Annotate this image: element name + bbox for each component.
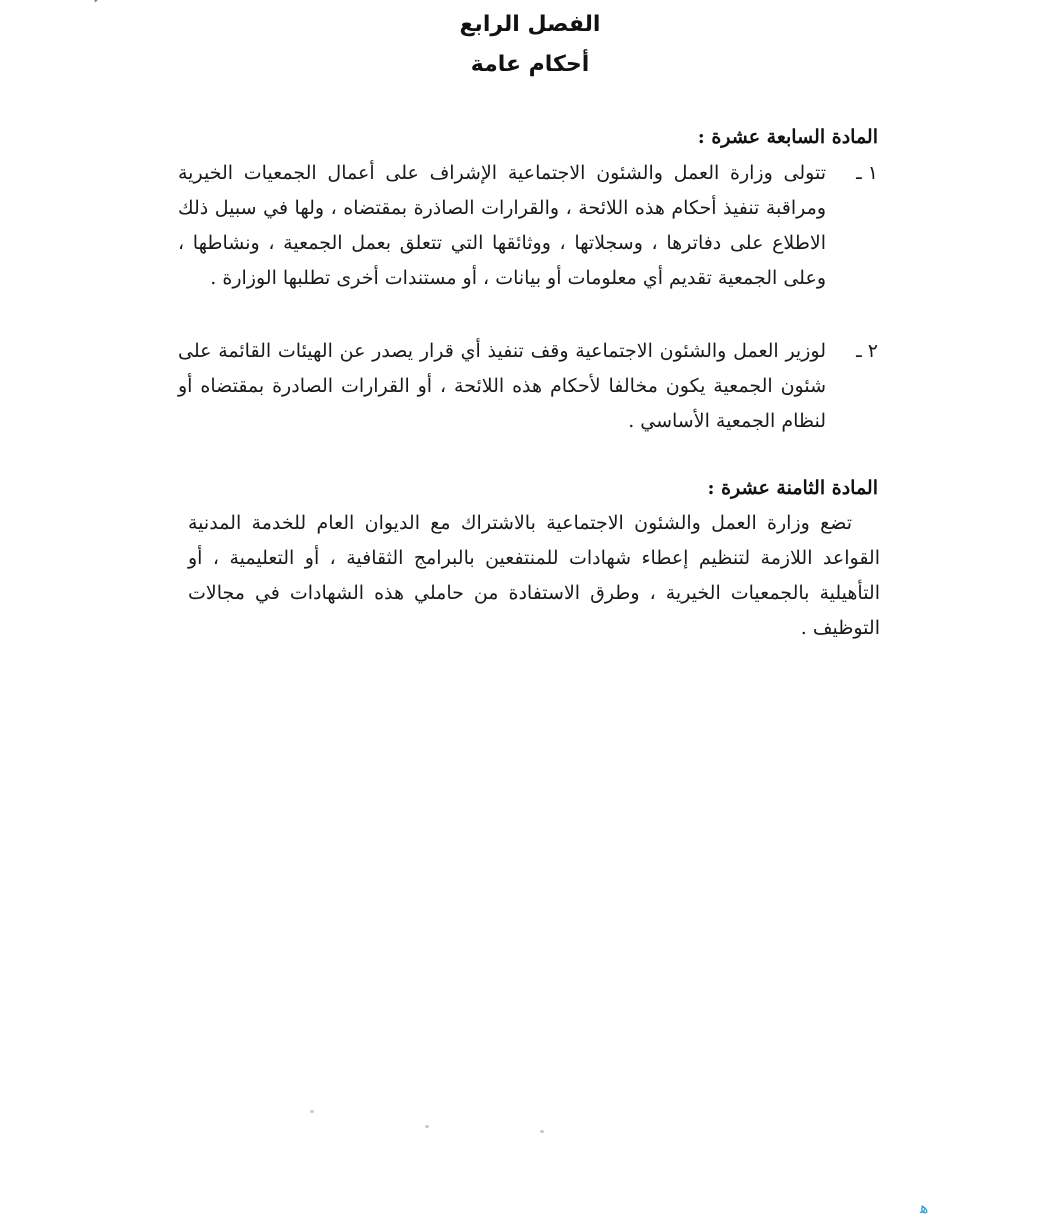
scan-speck — [425, 1125, 429, 1128]
scan-speck — [540, 1130, 544, 1133]
clause-text: لوزير العمل والشئون الاجتماعية وقف تنفيذ أي قرار يصدر عن الهيئات القائمة على شئون الجمعية يكون مخالفا لأحكام هذه اللائحة ، أو القرارات الصادرة بمقتضاه أو لنظام الجمعية الأساسي . — [178, 340, 826, 432]
article-18-title: المادة الثامنة عشرة : — [707, 477, 878, 499]
clause-text: تتولى وزارة العمل والشئون الاجتماعية الإشراف على أعمال الجمعيات الخيرية ومراقبة تنفيذ أحكام هذه اللائحة ، والقرارات الصاذرة بمقتضاه ، ولها في سبيل ذلك الاطلاع على دفاترها ، وسجلاتها ، ووثائقها التي تتعلق بعمل الجمعية ، ونشاطها ، وعلى الجمعية تقديم أي معلومات أو بيانات ، أو مستندات أخرى تطلبها الوزارة . — [178, 162, 826, 289]
article-17-title: المادة السابعة عشرة : — [697, 126, 878, 148]
chapter-number-label: الفصل الرابع — [459, 12, 601, 37]
clause-number: ١ ـ — [856, 162, 878, 184]
chapter-title — [0, 52, 1056, 77]
chapter-title-text: أحكام عامة — [470, 52, 590, 77]
article-17-clause-1 — [178, 156, 878, 296]
scan-speck — [310, 1110, 314, 1113]
page-number: ﻫ — [920, 1198, 929, 1217]
corner-mark — [94, 0, 110, 9]
clause-number: ٢ ـ — [856, 340, 878, 362]
chapter-heading — [0, 12, 1056, 37]
article-18-paragraph: تضع وزارة العمل والشئون الاجتماعية بالاشتراك مع الديوان العام للخدمة المدنية القواعد اللازمة لتنظيم إعطاء شهادات للمنتفعين بالبرامج الثقافية ، أو التعليمية ، أو التأهيلية بالجمعيات الخيرية ، وطرق الاستفادة من حاملي هذه الشهادات في مجالات التوظيف . — [188, 512, 880, 639]
article-17-clause-2 — [178, 334, 878, 439]
